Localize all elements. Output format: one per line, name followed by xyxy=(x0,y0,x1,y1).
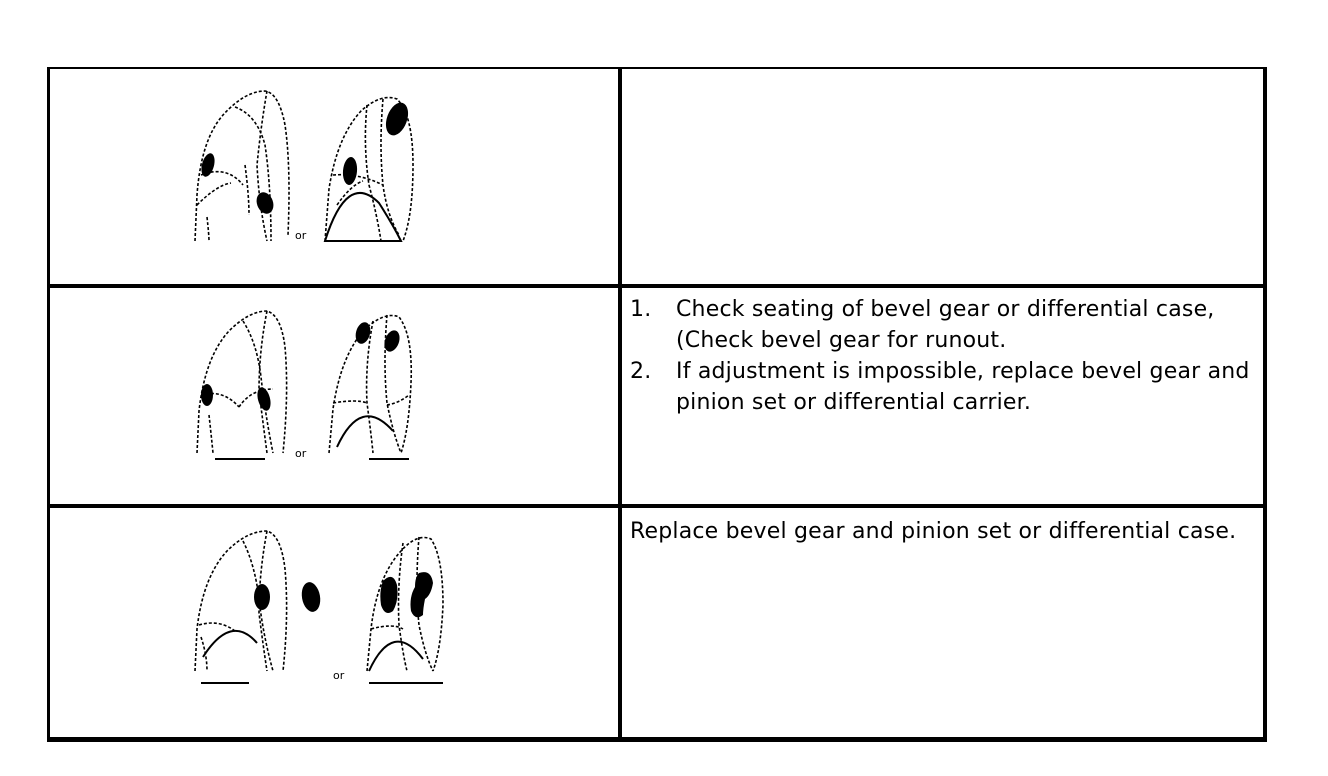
contact-patch xyxy=(201,384,213,406)
table-border-bottom xyxy=(47,737,1267,742)
contact-patch xyxy=(254,190,277,216)
contact-patch xyxy=(254,584,270,610)
contact-patch xyxy=(300,581,323,614)
contact-pattern-table xyxy=(47,67,1267,742)
table-border-right xyxy=(1263,67,1267,742)
table-border-top xyxy=(47,67,1267,69)
step-number: 2. xyxy=(630,359,652,384)
remedy-step xyxy=(630,356,1250,418)
step-number: 1. xyxy=(630,297,652,322)
step-text: If adjustment is impossible, replace bevel gear and pinion set or differential carrier. xyxy=(676,359,1250,415)
or-label: or xyxy=(295,447,307,460)
tooth-base xyxy=(369,642,423,671)
tooth-base xyxy=(337,416,393,447)
row-3-remedy xyxy=(630,516,1250,547)
row-divider xyxy=(47,504,1267,508)
table-border-left xyxy=(47,67,50,742)
contact-patch xyxy=(382,328,403,353)
column-divider xyxy=(618,67,622,742)
row-2-remedy xyxy=(630,294,1250,418)
contact-patch xyxy=(342,156,358,185)
contact-patch xyxy=(380,577,397,613)
row-1-contact-diagram xyxy=(187,85,427,265)
row-divider xyxy=(47,284,1267,288)
row-2-contact-diagram xyxy=(187,303,427,483)
row-3-contact-diagram xyxy=(187,525,427,705)
step-text: Check seating of bevel gear or differential case, (Check bevel gear for runout. xyxy=(676,297,1215,353)
or-label: or xyxy=(295,229,307,242)
remedy-steps xyxy=(630,294,1250,418)
gear-tooth-right-icon xyxy=(367,537,443,671)
remedy-text: Replace bevel gear and pinion set or differential case. xyxy=(630,519,1237,544)
contact-patch xyxy=(411,572,434,617)
tooth-base xyxy=(325,193,401,241)
or-label: or xyxy=(333,669,345,682)
gear-tooth-left-icon xyxy=(197,311,287,453)
remedy-step xyxy=(630,294,1250,356)
tooth-base xyxy=(203,631,257,657)
